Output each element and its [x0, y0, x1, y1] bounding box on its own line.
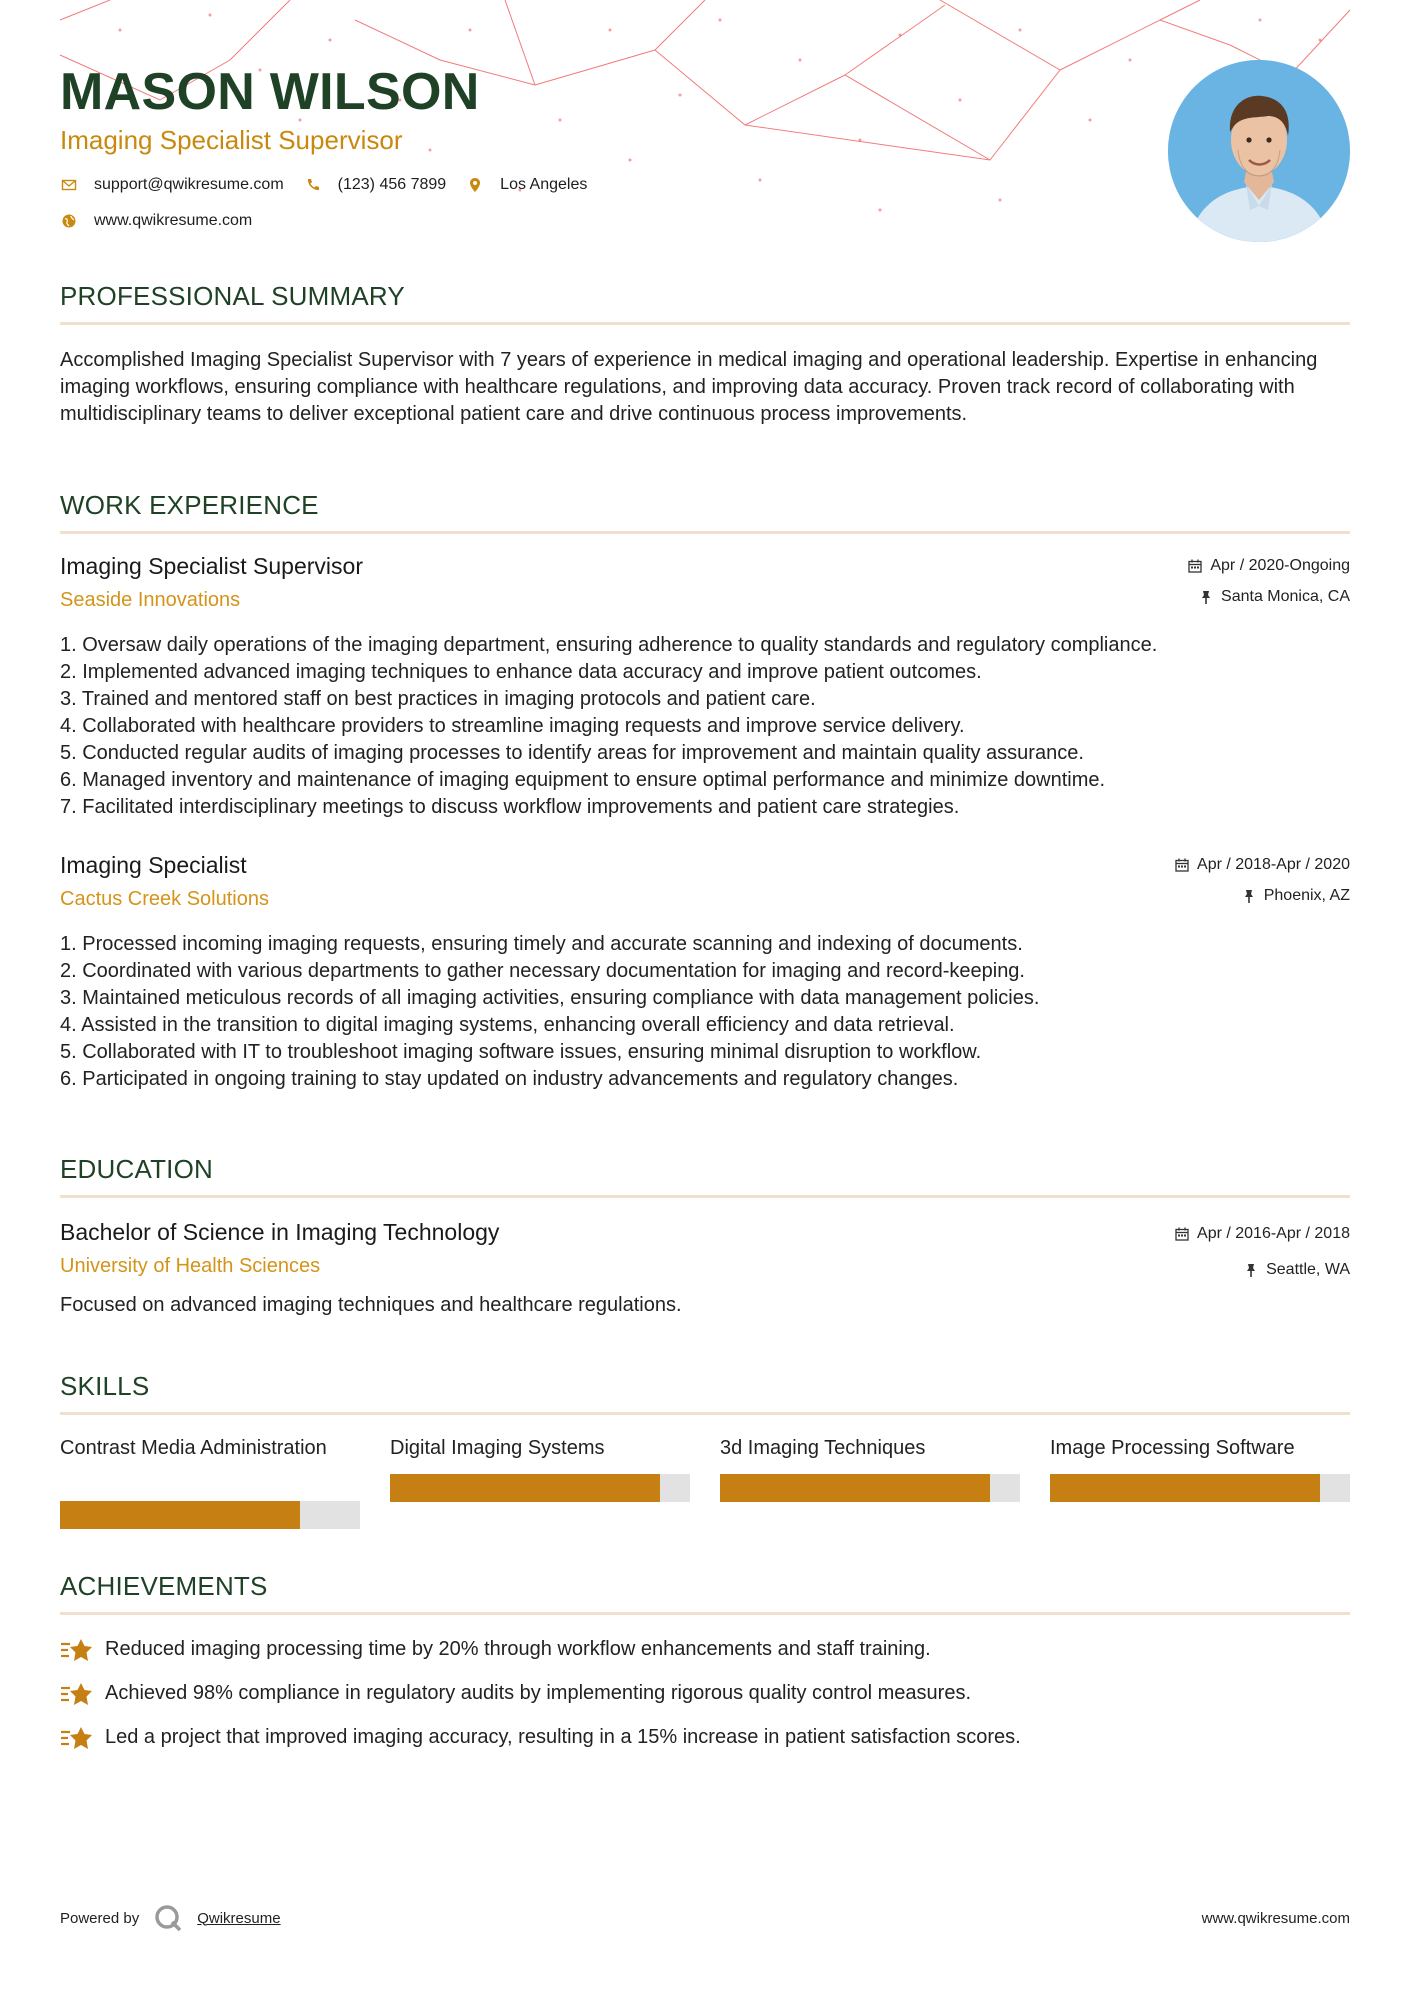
- pushpin-icon: [1199, 590, 1213, 604]
- list-item: 3. Trained and mentored staff on best practices in imaging protocols and patient care.: [60, 688, 816, 710]
- job-entry: [60, 851, 1350, 1093]
- list-item: 6. Participated in ongoing training to stay updated on industry advancements and regulatory changes.: [60, 1068, 959, 1090]
- skill-level-bar: [60, 1501, 360, 1529]
- job-location: [1188, 587, 1350, 607]
- phone-text: (123) 456 7899: [337, 176, 447, 193]
- job-dates-text: Apr / 2020-Ongoing: [1210, 557, 1350, 574]
- achievement-text: Reduced imaging processing time by 20% through workflow enhancements and staff training.: [105, 1637, 931, 1660]
- avatar: [1168, 60, 1350, 242]
- candidate-name: MASON WILSON: [60, 63, 480, 121]
- list-item: 7. Facilitated interdisciplinary meetings to discuss workflow improvements and patient care strategies.: [60, 796, 960, 818]
- contact-row: [60, 176, 1100, 194]
- skill-level-bar: [1050, 1474, 1350, 1502]
- map-pin-icon: [466, 176, 484, 194]
- list-item: 3. Maintained meticulous records of all imaging activities, ensuring compliance with data management policies.: [60, 987, 1040, 1009]
- job-title: Imaging Specialist Supervisor: [60, 553, 363, 579]
- candidate-role: Imaging Specialist Supervisor: [60, 125, 403, 155]
- education-heading: EDUCATION: [60, 1154, 213, 1184]
- skill-name: Digital Imaging Systems: [390, 1437, 605, 1459]
- list-item: 5. Collaborated with IT to troubleshoot imaging software issues, ensuring minimal disruption to workflow.: [60, 1041, 982, 1063]
- globe-icon: [60, 212, 78, 230]
- list-item: 5. Conducted regular audits of imaging processes to identify areas for improvement and maintain quality assurance.: [60, 742, 1084, 764]
- calendar-icon: [1175, 1227, 1189, 1241]
- envelope-icon: [60, 176, 78, 194]
- calendar-icon: [1175, 858, 1189, 872]
- skill-item: [720, 1435, 1020, 1529]
- job-location-text: Santa Monica, CA: [1221, 588, 1350, 605]
- calendar-icon: [1188, 559, 1202, 573]
- achievement-item: [60, 1723, 1350, 1751]
- school-name: University of Health Sciences: [60, 1255, 321, 1277]
- section-divider: [60, 1412, 1350, 1415]
- summary-section: [60, 280, 1350, 428]
- resume-header: [60, 62, 1100, 230]
- qwikresume-logo-icon: [153, 1903, 183, 1933]
- skill-name: Contrast Media Administration: [60, 1437, 327, 1459]
- skill-item: [60, 1435, 360, 1529]
- degree-title: Bachelor of Science in Imaging Technology: [60, 1219, 500, 1245]
- job-meta: [1175, 855, 1350, 906]
- education-section: [60, 1153, 1350, 1317]
- job-responsibilities: [60, 931, 1350, 1093]
- achievement-item: [60, 1635, 1350, 1663]
- job-company: Cactus Creek Solutions: [60, 888, 269, 910]
- job-dates-text: Apr / 2018-Apr / 2020: [1197, 856, 1350, 873]
- education-location-text: Seattle, WA: [1266, 1261, 1350, 1278]
- education-description: Focused on advanced imaging techniques and healthcare regulations.: [60, 1294, 682, 1316]
- contact-email[interactable]: [60, 176, 284, 194]
- skills-section: [60, 1370, 1350, 1529]
- profile-photo: [1168, 60, 1350, 242]
- section-divider: [60, 531, 1350, 534]
- list-item: 1. Processed incoming imaging requests, ensuring timely and accurate scanning and indexing of documents.: [60, 933, 1023, 955]
- education-dates: [1175, 1224, 1350, 1244]
- skill-level-fill: [1050, 1474, 1320, 1502]
- achievement-text: Achieved 98% compliance in regulatory audits by implementing rigorous quality control measures.: [105, 1681, 971, 1704]
- list-item: 4. Assisted in the transition to digital imaging systems, enhancing overall efficiency and data retrieval.: [60, 1014, 955, 1036]
- email-text: support@qwikresume.com: [94, 176, 284, 193]
- section-divider: [60, 322, 1350, 325]
- job-meta: [1188, 556, 1350, 607]
- skill-level-fill: [390, 1474, 660, 1502]
- summary-heading: PROFESSIONAL SUMMARY: [60, 281, 405, 311]
- experience-heading: WORK EXPERIENCE: [60, 490, 319, 520]
- skills-list: [60, 1435, 1350, 1529]
- star-award-icon: [60, 1723, 94, 1751]
- skill-item: [1050, 1435, 1350, 1529]
- star-award-icon: [60, 1635, 94, 1663]
- list-item: 2. Implemented advanced imaging techniques to enhance data accuracy and improve patient outcomes.: [60, 661, 982, 683]
- footer: [60, 1903, 1350, 1933]
- phone-icon: [304, 176, 322, 194]
- skill-level-fill: [720, 1474, 990, 1502]
- job-company: Seaside Innovations: [60, 589, 241, 611]
- summary-text: Accomplished Imaging Specialist Supervisor with 7 years of experience in medical imaging and operational leadership. Expertise in enhancing imaging workflows, ensuring compliance with healthcare regulations, and improving data accuracy. Proven track record of collaborating with multidisciplinary teams to deliver exceptional patient care and drive continuous process improvements.: [60, 349, 1318, 425]
- job-dates: [1188, 556, 1350, 576]
- achievements-heading: ACHIEVEMENTS: [60, 1571, 268, 1601]
- skill-level-bar: [720, 1474, 1020, 1502]
- contact-website[interactable]: [60, 212, 252, 230]
- contact-location: [466, 176, 587, 194]
- list-item: 1. Oversaw daily operations of the imaging department, ensuring adherence to quality standards and regulatory compliance.: [60, 634, 1158, 656]
- section-divider: [60, 1195, 1350, 1198]
- job-entry: [60, 552, 1350, 821]
- skill-level-bar: [390, 1474, 690, 1502]
- skill-name: 3d Imaging Techniques: [720, 1437, 926, 1459]
- skills-heading: SKILLS: [60, 1371, 150, 1401]
- skill-level-fill: [60, 1501, 300, 1529]
- contact-row-website: [60, 212, 1100, 230]
- skill-item: [390, 1435, 690, 1529]
- job-responsibilities: [60, 632, 1350, 821]
- experience-section: [60, 489, 1350, 1093]
- footer-url-link[interactable]: www.qwikresume.com: [1201, 1909, 1350, 1927]
- powered-by-label: Powered by: [60, 1909, 140, 1927]
- pushpin-icon: [1242, 889, 1256, 903]
- job-dates: [1175, 855, 1350, 875]
- list-item: 6. Managed inventory and maintenance of imaging equipment to ensure optimal performance and minimize downtime.: [60, 769, 1106, 791]
- education-location: [1175, 1260, 1350, 1280]
- skill-name: Image Processing Software: [1050, 1437, 1295, 1459]
- pushpin-icon: [1244, 1263, 1258, 1277]
- brand-link[interactable]: Qwikresume: [197, 1909, 281, 1927]
- contact-phone[interactable]: [304, 176, 447, 194]
- achievement-item: [60, 1679, 1350, 1707]
- website-text: www.qwikresume.com: [94, 212, 253, 229]
- achievement-text: Led a project that improved imaging accuracy, resulting in a 15% increase in patient satisfaction scores.: [105, 1725, 1021, 1748]
- job-title: Imaging Specialist: [60, 852, 247, 878]
- job-location-text: Phoenix, AZ: [1263, 887, 1350, 904]
- section-divider: [60, 1612, 1350, 1615]
- achievements-list: [60, 1635, 1350, 1751]
- star-award-icon: [60, 1679, 94, 1707]
- education-meta: [1175, 1224, 1350, 1280]
- location-text: Los Angeles: [500, 176, 588, 193]
- education-entry: [60, 1218, 1350, 1317]
- list-item: 4. Collaborated with healthcare providers to streamline imaging requests and improve service delivery.: [60, 715, 965, 737]
- list-item: 2. Coordinated with various departments to gather necessary documentation for imaging and record-keeping.: [60, 960, 1025, 982]
- job-location: [1175, 886, 1350, 906]
- achievements-section: [60, 1570, 1350, 1751]
- education-dates-text: Apr / 2016-Apr / 2018: [1197, 1225, 1350, 1242]
